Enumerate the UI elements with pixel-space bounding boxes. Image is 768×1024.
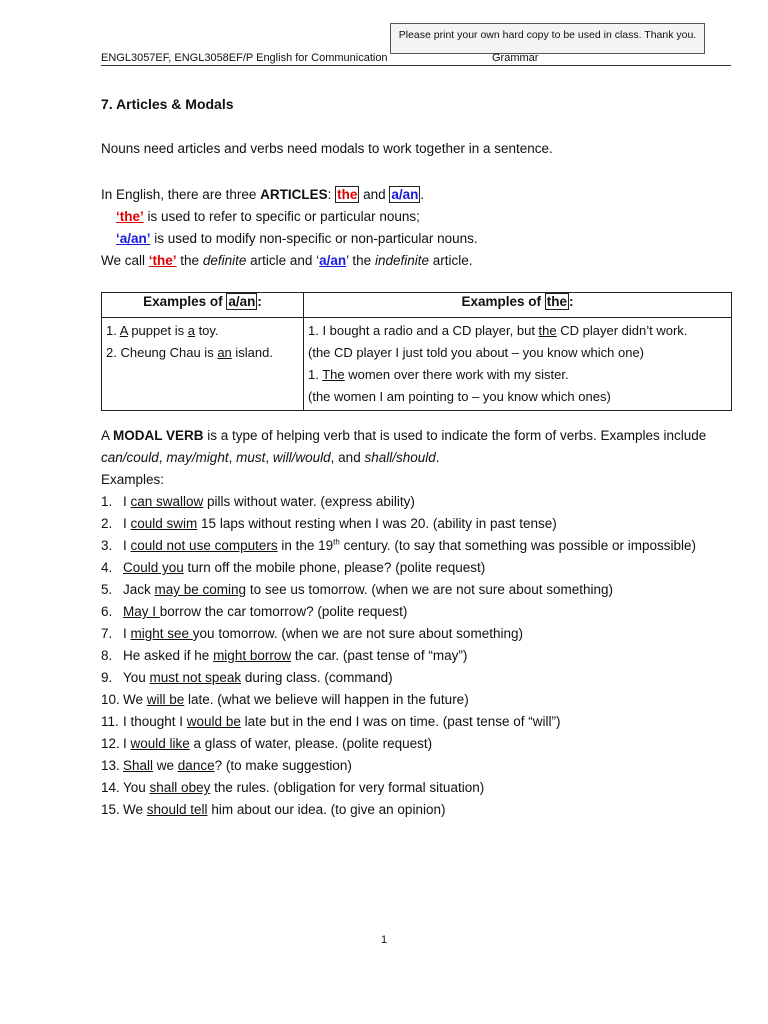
list-item [101, 689, 741, 711]
modal-examples-list [101, 491, 741, 821]
text: , [158, 450, 167, 465]
the-examples-cell [304, 318, 732, 411]
text: I [123, 516, 131, 531]
articles-line-3 [101, 228, 741, 250]
text: I [123, 736, 131, 751]
underlined-modal: Shall [123, 758, 154, 773]
text: Examples of [461, 294, 545, 309]
header-rule [101, 65, 731, 66]
article-the-box: the [337, 187, 358, 202]
course-code: ENGL3057EF, ENGL3058EF/P English for Communication [101, 52, 388, 64]
text: women over there work with my sister. [344, 367, 569, 382]
text: is a type of helping verb that is used to indicate the form of verbs. Examples include [203, 428, 707, 443]
list-item [101, 513, 741, 535]
text: CD player didn’t work. [556, 323, 688, 338]
page-number: 1 [380, 934, 388, 946]
text: century. (to say that something was possible or impossible) [339, 538, 696, 553]
article-a-an-quoted: ‘a/an’ [116, 231, 151, 246]
list-item [101, 579, 741, 601]
text: during class. (command) [241, 670, 393, 685]
text: I [123, 538, 131, 553]
list-item [101, 711, 741, 733]
text: toy. [194, 323, 219, 338]
text: late. (what we believe will happen in the future) [184, 692, 469, 707]
articles-line-1 [101, 184, 741, 206]
the-example-1 [308, 320, 727, 342]
underlined-modal: must not speak [149, 670, 242, 685]
list-number: 8. [101, 648, 113, 663]
text: We call [101, 253, 149, 268]
print-notice-text: Please print your own hard copy to be used in class. Thank you. [398, 29, 697, 41]
underlined-modal: can swallow [130, 494, 204, 509]
text: : [569, 294, 574, 309]
text: the [176, 253, 203, 268]
header-the [304, 293, 732, 318]
underlined-modal: shall obey [149, 780, 211, 795]
text: Examples of [143, 294, 227, 309]
underlined-modal: might see [130, 626, 193, 641]
text: I thought I [123, 714, 187, 729]
list-number: 10. [101, 692, 120, 707]
list-number: 4. [101, 560, 113, 575]
article-the-quoted: ‘the’ [116, 209, 144, 224]
list-number: 11. [101, 714, 119, 729]
list-item [101, 623, 741, 645]
text: ? (to make suggestion) [214, 758, 352, 773]
text: 2. [106, 345, 121, 360]
underlined-article: The [322, 367, 345, 382]
article-the-quoted: ‘the’ [148, 253, 177, 268]
text: we [153, 758, 178, 773]
definite-word: definite [202, 253, 247, 268]
text: turn off the mobile phone, please? (polite request) [183, 560, 486, 575]
text: , [265, 450, 273, 465]
underlined-modal: Could you [123, 560, 184, 575]
text: him about our idea. (to give an opinion) [207, 802, 446, 817]
text: article. [429, 253, 473, 268]
the-example-2-note: (the women I am pointing to – you know which ones) [308, 389, 611, 404]
text: , [228, 450, 237, 465]
list-item [101, 777, 741, 799]
text: Cheung Chau is [120, 345, 218, 360]
list-item [101, 491, 741, 513]
a-an-box: a/an [228, 294, 256, 309]
section-title: 7. Articles & Modals [101, 96, 234, 112]
text: 1. I bought a radio and a CD player, but [308, 323, 539, 338]
text: We [123, 692, 147, 707]
text: I [123, 494, 131, 509]
modal-list-line [101, 447, 741, 469]
text: I [123, 626, 131, 641]
table-row [102, 318, 732, 411]
list-item [101, 645, 741, 667]
underlined-modal: May I [123, 604, 160, 619]
text: : [327, 187, 336, 202]
text: Jack [123, 582, 155, 597]
text: 1. [308, 367, 323, 382]
superscript: th [333, 537, 340, 547]
text: In English, there are three [101, 187, 261, 202]
modal-word: may/might [166, 450, 229, 465]
underlined-modal: might borrow [213, 648, 292, 663]
article-a-an: a/an [319, 253, 347, 268]
examples-label: Examples: [101, 472, 165, 487]
modal-verb-keyword: MODAL VERB [113, 428, 204, 443]
underlined-article: a [187, 323, 195, 338]
list-item [101, 733, 741, 755]
text: . [420, 187, 425, 202]
text: pills without water. (express ability) [203, 494, 415, 509]
articles-keyword: ARTICLES [260, 187, 328, 202]
list-number: 2. [101, 516, 113, 531]
text: article and ‘ [246, 253, 320, 268]
examples-table [101, 292, 732, 411]
the-example-1-note: (the CD player I just told you about – you know which one) [308, 345, 645, 360]
text: 15 laps without resting when I was 20. (ability in past tense) [197, 516, 557, 531]
list-item [101, 535, 741, 557]
underlined-article: the [538, 323, 557, 338]
the-example-2 [308, 364, 727, 386]
list-item [101, 799, 741, 821]
indefinite-word: indefinite [374, 253, 429, 268]
underlined-modal: should tell [146, 802, 208, 817]
text: , and [330, 450, 365, 465]
text: He asked if he [123, 648, 214, 663]
underlined-article: A [119, 323, 128, 338]
text: . [435, 450, 440, 465]
text: You [123, 780, 150, 795]
list-number: 3. [101, 538, 113, 553]
underlined-modal: will be [146, 692, 185, 707]
modal-word: will/would [272, 450, 331, 465]
underlined-modal: dance [177, 758, 215, 773]
a-an-examples-cell [102, 318, 304, 411]
modal-intro [101, 425, 741, 447]
list-number: 12. [101, 736, 120, 751]
text: and [359, 187, 390, 202]
articles-section [101, 184, 741, 272]
article-a-an-box: a/an [391, 187, 419, 202]
underlined-modal: could not use computers [130, 538, 278, 553]
subject-label: Grammar [492, 52, 539, 64]
text: : [257, 294, 262, 309]
text: We [123, 802, 147, 817]
text: 1. [106, 323, 120, 338]
page-header [101, 52, 731, 66]
text: late but in the end I was on time. (past tense of “will”) [240, 714, 561, 729]
text: the rules. (obligation for very formal situation) [210, 780, 485, 795]
text: a glass of water, please. (polite request) [189, 736, 433, 751]
a-an-example-1 [106, 320, 299, 342]
print-notice-box [390, 23, 705, 54]
underlined-modal: could swim [130, 516, 198, 531]
list-item [101, 667, 741, 689]
text: the car. (past tense of “may”) [291, 648, 468, 663]
text: the [348, 253, 375, 268]
text: is used to refer to specific or particular nouns; [143, 209, 420, 224]
modal-word: must [236, 450, 266, 465]
modal-section [101, 425, 741, 821]
modal-word: shall/should [364, 450, 436, 465]
text: You [123, 670, 150, 685]
text: ’ [346, 253, 349, 268]
text: to see us tomorrow. (when we are not sure about something) [246, 582, 614, 597]
list-number: 7. [101, 626, 113, 641]
list-number: 5. [101, 582, 113, 597]
text: island. [231, 345, 273, 360]
text: in the 19 [277, 538, 334, 553]
text: you tomorrow. (when we are not sure about something) [192, 626, 523, 641]
list-item [101, 557, 741, 579]
list-number: 14. [101, 780, 120, 795]
table-header-row [102, 293, 732, 318]
list-number: 15. [101, 802, 120, 817]
a-an-example-2 [106, 342, 299, 364]
the-box: the [546, 294, 568, 309]
list-number: 13. [101, 758, 120, 773]
text: borrow the car tomorrow? (polite request) [159, 604, 408, 619]
list-item [101, 601, 741, 623]
list-number: 1. [101, 494, 113, 509]
underlined-article: an [217, 345, 232, 360]
text: A [101, 428, 114, 443]
modal-word: can/could [101, 450, 159, 465]
underlined-modal: may be coming [154, 582, 247, 597]
text: puppet is [127, 323, 188, 338]
underlined-modal: would be [186, 714, 241, 729]
text: is used to modify non-specific or non-particular nouns. [150, 231, 478, 246]
articles-line-2 [101, 206, 741, 228]
list-number: 6. [101, 604, 113, 619]
list-item [101, 755, 741, 777]
intro-paragraph: Nouns need articles and verbs need modals to work together in a sentence. [101, 141, 553, 156]
list-number: 9. [101, 670, 113, 685]
articles-line-4 [101, 250, 741, 272]
underlined-modal: would like [130, 736, 190, 751]
header-a-an [102, 293, 304, 318]
